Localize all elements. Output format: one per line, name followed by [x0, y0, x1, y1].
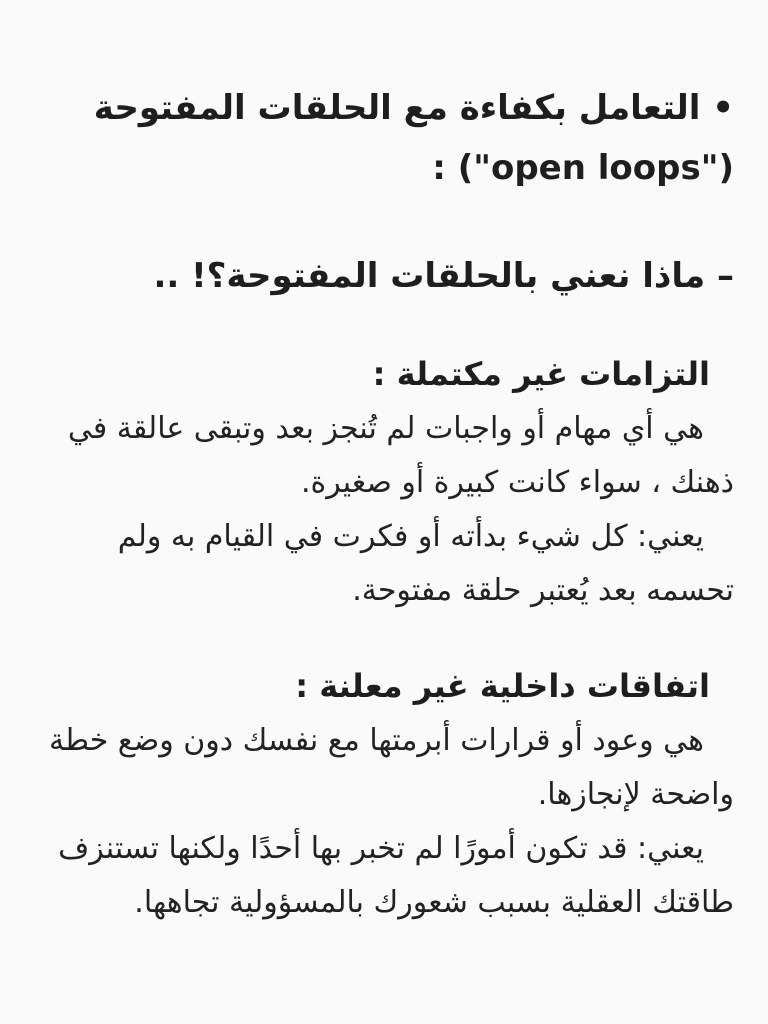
section-1-paragraph-2-text: يعني: كل شيء بدأته أو فكرت في القيام به ولم تحسمه بعد يُعتبر حلقة مفتوحة. [117, 519, 734, 608]
section-1-title: التزامات غير مكتملة : [372, 355, 710, 393]
section-1-paragraph-2 [30, 510, 734, 618]
section-2-title: اتفاقات داخلية غير معلنة : [295, 667, 710, 705]
main-heading-line-2-text: ("open loops") : [432, 148, 734, 188]
main-heading-line-2 [30, 138, 734, 198]
section-2-paragraph-2-text: يعني: قد تكون أمورًا لم تخبر بها أحدًا ولكنها تستنزف طاقتك العقلية بسبب شعورك بالمسؤولية تجاهها. [58, 831, 734, 920]
spacer [30, 306, 734, 346]
section-2-paragraph-2 [30, 822, 734, 930]
main-heading-line-1: • التعامل بكفاءة مع الحلقات المفتوحة [93, 88, 734, 128]
spacer [30, 198, 734, 246]
spacer [30, 618, 734, 658]
section-2-paragraph-1-text: هي وعود أو قرارات أبرمتها مع نفسك دون وضع خطة واضحة لإنجازها. [49, 723, 734, 812]
section-2-paragraph-1 [30, 714, 734, 822]
question-heading: – ماذا نعني بالحلقات المفتوحة؟! .. [153, 256, 734, 296]
section-1-paragraph-1-text: هي أي مهام أو واجبات لم تُنجز بعد وتبقى عالقة في ذهنك ، سواء كانت كبيرة أو صغيرة. [67, 411, 734, 500]
section-1-paragraph-1 [30, 402, 734, 510]
